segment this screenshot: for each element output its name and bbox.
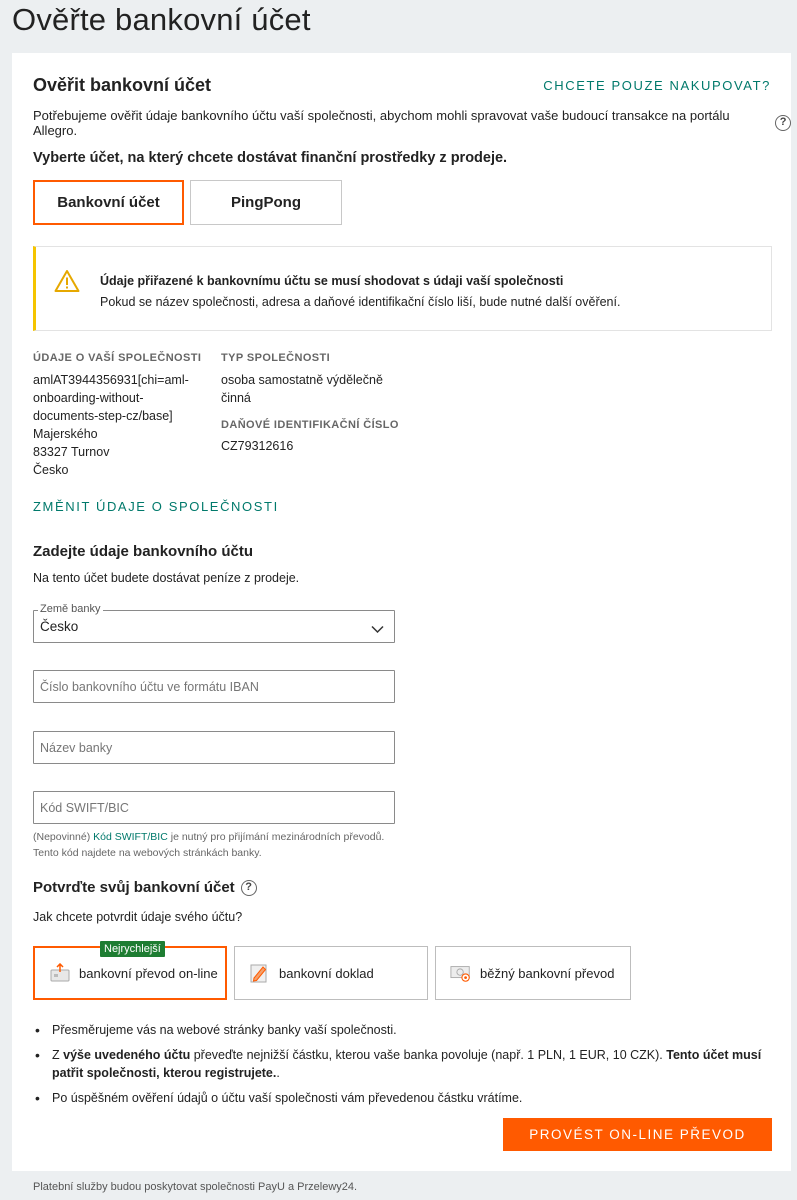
iban-input[interactable]: [33, 670, 395, 703]
tax-id-value: CZ79312616: [221, 439, 294, 453]
swift-note-optional: (Nepovinné): [33, 831, 91, 843]
confirm-heading: Potvrďte svůj bankovní účet: [33, 879, 235, 896]
company-type-label: TYP SPOLEČNOSTI: [221, 352, 331, 364]
intro-text-content: Potřebujeme ověřit údaje bankovního účtu vaší společnosti, abychom mohli spravovat vaše budoucí transakce na portálu Allegro.: [33, 108, 730, 138]
chevron-down-icon: [371, 621, 384, 639]
method-regular-transfer[interactable]: [435, 946, 631, 1000]
confirm-question: Jak chcete potvrdit údaje svého účtu?: [33, 910, 243, 924]
list-item: [33, 1021, 763, 1039]
account-choice-prompt: Vyberte účet, na který chcete dostávat finanční prostředky z prodeje.: [33, 150, 508, 166]
banknote-icon: [450, 962, 472, 984]
company-type-line: osoba samostatně výdělečně: [221, 373, 383, 387]
swift-placeholder: Kód SWIFT/BIC: [40, 801, 129, 815]
change-company-link[interactable]: ZMĚNIT ÚDAJE O SPOLEČNOSTI: [33, 499, 279, 514]
bullet-text: Po úspěšném ověření údajů o účtu vaší společnosti vám převedenou částku vrátíme.: [52, 1091, 523, 1105]
online-transfer-button[interactable]: PROVÉST ON-LINE PŘEVOD: [503, 1118, 772, 1151]
help-icon[interactable]: ?: [775, 115, 791, 131]
document-edit-icon: [249, 962, 271, 984]
bullet-text: převeďte nejnižší částku, kterou vaše banka povoluje (např. 1 PLN, 1 EUR, 10 CZK).: [193, 1048, 663, 1062]
bank-name-input[interactable]: [33, 731, 395, 764]
shop-only-link[interactable]: CHCETE POUZE NAKUPOVAT?: [543, 78, 771, 93]
company-info-line: amlAT3944356931[chi=aml-: [33, 373, 189, 387]
company-info-line: Majerského: [33, 427, 98, 441]
card-heading: Ověřit bankovní účet: [33, 75, 212, 95]
company-type-value: [221, 371, 383, 407]
warning-triangle-icon: [54, 269, 80, 293]
swift-note-link[interactable]: Kód SWIFT/BIC: [93, 831, 168, 843]
footer-text: Platební služby budou poskytovat společnosti PayU a Przelewy24.: [33, 1181, 358, 1193]
method-bank-document[interactable]: [234, 946, 428, 1000]
bullet-text: .: [276, 1066, 280, 1080]
swift-note: [33, 829, 384, 861]
swift-input[interactable]: [33, 791, 395, 824]
bank-country-value: Česko: [40, 619, 79, 634]
bank-form-subtext: Na tento účet budete dostávat peníze z prodeje.: [33, 571, 300, 585]
tax-id-label: DAŇOVÉ IDENTIFIKAČNÍ ČÍSLO: [221, 419, 399, 431]
company-info-line: onboarding-without-: [33, 391, 144, 405]
method-online-transfer-label: bankovní převod on-line: [79, 965, 218, 981]
online-transfer-icon: [49, 962, 71, 984]
warning-title: Údaje přiřazené k bankovnímu účtu se musí shodovat s údaji vaší společnosti: [100, 274, 564, 288]
bank-name-placeholder: Název banky: [40, 741, 113, 755]
company-info-line: documents-step-cz/base]: [33, 409, 173, 423]
fastest-badge: Nejrychlejší: [100, 941, 165, 957]
company-info-line: 83327 Turnov: [33, 445, 110, 459]
company-info-line: Česko: [33, 463, 69, 477]
list-item: [33, 1089, 763, 1107]
bullet-bold: Tento účet musí patřit společnosti, kterou registrujete.: [52, 1048, 762, 1080]
bank-country-label: Země banky: [40, 603, 101, 615]
method-bank-document-label: bankovní doklad: [279, 965, 374, 981]
intro-text: [33, 108, 791, 138]
tab-pingpong[interactable]: PingPong: [190, 180, 342, 225]
instructions-list: [33, 1021, 763, 1114]
tab-bank-account[interactable]: Bankovní účet: [33, 180, 184, 225]
iban-placeholder: Číslo bankovního účtu ve formátu IBAN: [40, 680, 259, 694]
swift-note-line2: Tento kód najdete na webových stránkách banky.: [33, 847, 262, 859]
warning-text: Pokud se název společnosti, adresa a daňové identifikační číslo liší, bude nutné další ověření.: [100, 295, 621, 309]
warning-box: [33, 246, 772, 331]
page-title: Ověřte bankovní účet: [12, 2, 311, 37]
company-type-line: činná: [221, 391, 251, 405]
bullet-bold: výše uvedeného účtu: [63, 1048, 191, 1062]
confirm-help-icon[interactable]: ?: [241, 880, 257, 896]
confirm-heading-row: [33, 879, 257, 896]
company-info-label: ÚDAJE O VAŠÍ SPOLEČNOSTI: [33, 352, 202, 364]
method-regular-transfer-label: běžný bankovní převod: [480, 965, 615, 981]
swift-note-rest: je nutný pro přijímání mezinárodních převodů.: [170, 831, 385, 843]
list-item: [33, 1046, 763, 1082]
verification-card: [12, 53, 791, 1171]
bullet-text: Přesměrujeme vás na webové stránky banky vaší společnosti.: [52, 1023, 397, 1037]
bank-country-select[interactable]: [33, 603, 395, 643]
company-info-value: [33, 371, 189, 479]
bank-form-heading: Zadejte údaje bankovního účtu: [33, 543, 254, 560]
bullet-text: Z: [52, 1048, 60, 1062]
